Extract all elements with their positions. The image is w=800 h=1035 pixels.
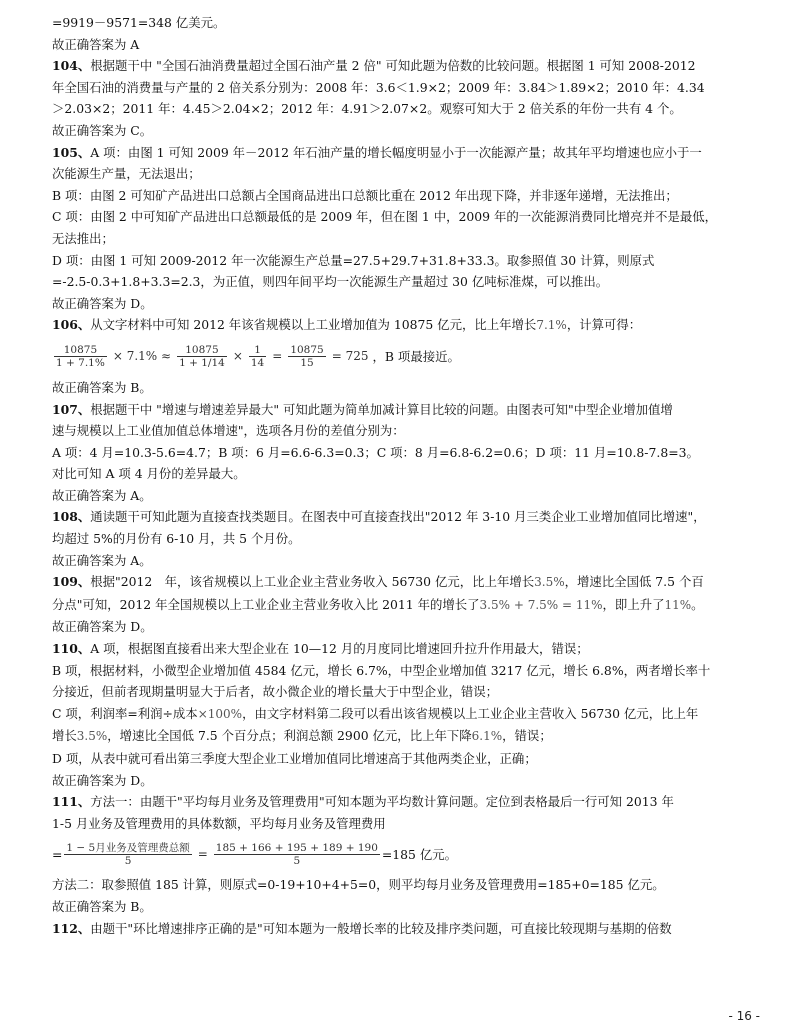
answer-line: 故正确答案为 B。 bbox=[52, 379, 152, 395]
text-span: A 项：由图 1 可知 2009 年－2012 年石油产量的增长幅度明显小于一次能源产量；故其年平均增速也应小于一 bbox=[90, 144, 702, 160]
denominator: 5 bbox=[124, 854, 132, 867]
text-span: ，增速比全国低 7.5 个百 bbox=[564, 574, 704, 590]
question-number: 104、 bbox=[52, 58, 91, 74]
answer-line: 故正确答案为 A。 bbox=[52, 552, 152, 568]
numerator: 1 bbox=[249, 344, 266, 357]
text-span: 根据题干中 "增速与增速差异最大" 可知此题为简单加减计算目比较的问题。由图表可知"中型企业增加值增 bbox=[90, 401, 673, 417]
text-line bbox=[52, 703, 762, 726]
text-line: =9919－9571=348 亿美元。 bbox=[52, 15, 226, 30]
fraction bbox=[214, 842, 380, 867]
text-span: ，增速比全国低 7.5 个百分点；利润总额 2900 亿元，比上年下降 bbox=[107, 728, 472, 744]
text-span: 由题干"环比增速排序正确的是"可知本题为一般增长率的比较及排序类问题，可直接比较现期与基期的倍数 bbox=[90, 920, 672, 936]
denominator: 1 + 1/14 bbox=[179, 357, 225, 370]
text-line: D 项：由图 1 可知 2009-2012 年一次能源生产总量=27.5+29.7+31.8+33.3。取参照值 30 计算，则原式 bbox=[52, 252, 655, 268]
text-span: 增长 bbox=[52, 728, 77, 744]
text-span: = bbox=[52, 846, 63, 862]
operator: = 725 bbox=[331, 349, 369, 364]
text-span: 。 bbox=[691, 596, 704, 612]
text-line: 无法推出； bbox=[52, 230, 114, 246]
question-111-line bbox=[52, 791, 762, 813]
question-104-line bbox=[52, 55, 762, 77]
question-number: 112、 bbox=[52, 920, 91, 936]
text-line: 次能源生产量，无法退出； bbox=[52, 166, 201, 182]
text-span: C 项，利润率=利润÷成本 bbox=[52, 705, 198, 721]
question-number: 108、 bbox=[52, 509, 91, 525]
question-105-line bbox=[52, 142, 762, 164]
question-number: 107、 bbox=[52, 401, 91, 417]
question-107-line bbox=[52, 399, 762, 421]
answer-line: 故正确答案为 A。 bbox=[52, 487, 152, 503]
math-span: 7.1% bbox=[536, 318, 567, 333]
text-line: A 项：4 月=10.3-5.6=4.7；B 项：6 月=6.6-6.3=0.3；C 项：8 月=6.8-6.2=0.6；D 项：11 月=10.8-7.8=3。 bbox=[52, 444, 699, 460]
text-span: ，即上升了 bbox=[602, 596, 665, 612]
text-line: 对比可知 A 项 4 月份的差异最大。 bbox=[52, 466, 246, 482]
math-span: 3.5% + 7.5% = 11% bbox=[479, 597, 603, 612]
text-line: 1-5 月业务及管理费用的具体数额，平均每月业务及管理费用 bbox=[52, 815, 386, 831]
question-110-line bbox=[52, 638, 762, 660]
text-span: 从文字材料中可知 2012 年该省规模以上工业增加值为 10875 亿元，比上年增长 bbox=[90, 317, 537, 333]
fraction bbox=[288, 344, 325, 369]
question-109-line bbox=[52, 571, 762, 594]
text-line: B 项，根据材料，小微型企业增加值 4584 亿元，增长 6.7%，中型企业增加值 3217 亿元，增长 6.8%，两者增长率十 bbox=[52, 662, 711, 678]
fraction bbox=[249, 344, 266, 369]
text-line: 速与规模以上工业值加值总体增速"，选项各月份的差值分别为： bbox=[52, 423, 405, 439]
math-span: 11% bbox=[664, 597, 692, 612]
question-number: 109、 bbox=[52, 574, 91, 590]
page-number: - 16 - bbox=[728, 1009, 760, 1023]
numerator: 10875 bbox=[54, 344, 107, 357]
text-span: ，错误； bbox=[502, 728, 552, 744]
text-line: D 项，从表中就可看出第三季度大型企业工业增加值同比增速高于其他两类企业，正确； bbox=[52, 751, 537, 766]
text-line: =-2.5-0.3+1.8+3.3=2.3，为正值，则四年间平均一次能源生产量超过 30 亿吨标准煤，可以推出。 bbox=[52, 274, 609, 290]
numerator: 185 + 166 + 195 + 189 + 190 bbox=[215, 841, 378, 854]
text-span: A 项，根据图直接看出来大型企业在 10—12 月的月度同比增速回升拉升作用最大，错误； bbox=[90, 641, 589, 657]
operator: × 7.1% ≈ bbox=[112, 349, 172, 364]
text-line: 年全国石油的消费量与产量的 2 倍关系分别为：2008 年：3.6＜1.9×2；2009 年：3.84＞1.89×2；2010 年：4.34 bbox=[52, 79, 705, 95]
text-line: 方法二：取参照值 185 计算，则原式=0-19+10+4+5=0，则平均每月业务及管理费用=185+0=185 亿元。 bbox=[52, 877, 665, 893]
answer-line: 故正确答案为 D。 bbox=[52, 772, 153, 788]
denominator: 1 + 7.1% bbox=[56, 357, 105, 370]
numerator: 1 − 5月业务及管理费总额 bbox=[66, 841, 190, 854]
math-span: ×100% bbox=[197, 706, 243, 721]
answer-line: 故正确答案为 A bbox=[52, 36, 140, 52]
text-span: 方法一：由题干"平均每月业务及管理费用"可知本题为平均数计算问题。定位到表格最后一行可知 2013 年 bbox=[90, 794, 674, 810]
text-span: 通读题干可知此题为直接查找类题目。在图表中可直接查找出"2012 年 3-10 月三类企业工业增加值同比增速"， bbox=[90, 509, 706, 525]
text-line bbox=[52, 594, 762, 617]
answer-line: 故正确答案为 D。 bbox=[52, 619, 153, 635]
formula-row bbox=[52, 834, 762, 874]
operator: × bbox=[232, 349, 243, 364]
operator: = bbox=[272, 349, 283, 364]
denominator: 14 bbox=[250, 357, 265, 370]
question-106-line bbox=[52, 314, 762, 337]
text-span: 根据题干中 "全国石油消费量超过全国石油产量 2 倍" 可知此题为倍数的比较问题。根据图 1 可知 2008-2012 bbox=[90, 58, 696, 74]
text-line: C 项：由图 2 中可知矿产品进出口总额最低的是 2009 年，但在图 1 中，2009 年的一次能源消费同比增亮并不是最低， bbox=[52, 209, 718, 225]
text-span: ，计算可得： bbox=[566, 317, 642, 333]
text-line: 均超过 5%的月份有 6-10 月，共 5 个月份。 bbox=[52, 531, 301, 547]
text-span: 分点"可知，2012 年全国规模以上工业企业主营业务收入比 2011 年的增长了 bbox=[52, 596, 480, 612]
question-112-line bbox=[52, 918, 762, 940]
text-line: B 项：由图 2 可知矿产品进出口总额占全国商品进出口总额比重在 2012 年出现下降，并非逐年递增，无法推出； bbox=[52, 187, 678, 203]
text-span: ，B 项最接近。 bbox=[372, 349, 460, 365]
formula-row bbox=[52, 337, 762, 377]
numerator: 10875 bbox=[177, 344, 227, 357]
answer-line: 故正确答案为 C。 bbox=[52, 122, 153, 138]
text-span: 根据"2012 年，该省规模以上工业企业主营业务收入 56730 亿元，比上年增长 bbox=[90, 574, 535, 590]
question-number: 111、 bbox=[52, 794, 91, 810]
denominator: 5 bbox=[293, 854, 301, 867]
math-span: 3.5% bbox=[76, 729, 108, 744]
question-number: 105、 bbox=[52, 144, 91, 160]
question-108-line bbox=[52, 506, 762, 528]
answer-line: 故正确答案为 B。 bbox=[52, 898, 152, 914]
answer-line: 故正确答案为 D。 bbox=[52, 295, 153, 311]
operator: = bbox=[197, 846, 208, 861]
fraction bbox=[177, 344, 227, 369]
text-span: =185 亿元。 bbox=[381, 846, 458, 862]
text-line: 分接近，但前者现期量明显大于后者，故小微企业的增长量大于中型企业，错误； bbox=[52, 684, 499, 700]
numerator: 10875 bbox=[290, 344, 324, 357]
fraction bbox=[54, 344, 107, 369]
denominator: 15 bbox=[300, 357, 314, 370]
math-span: 3.5% bbox=[534, 575, 565, 590]
question-number: 106、 bbox=[52, 317, 91, 333]
text-span: ，由文字材料第二段可以看出该省规模以上工业企业主营收入 56730 亿元，比上年 bbox=[242, 705, 699, 721]
fraction bbox=[64, 842, 191, 867]
text-line bbox=[52, 725, 762, 748]
question-number: 110、 bbox=[52, 641, 91, 657]
math-span: 6.1% bbox=[471, 729, 503, 744]
text-line: ＞2.03×2；2011 年：4.45＞2.04×2；2012 年：4.91＞2.07×2。观察可知大于 2 倍关系的年份一共有 4 个。 bbox=[52, 101, 682, 117]
